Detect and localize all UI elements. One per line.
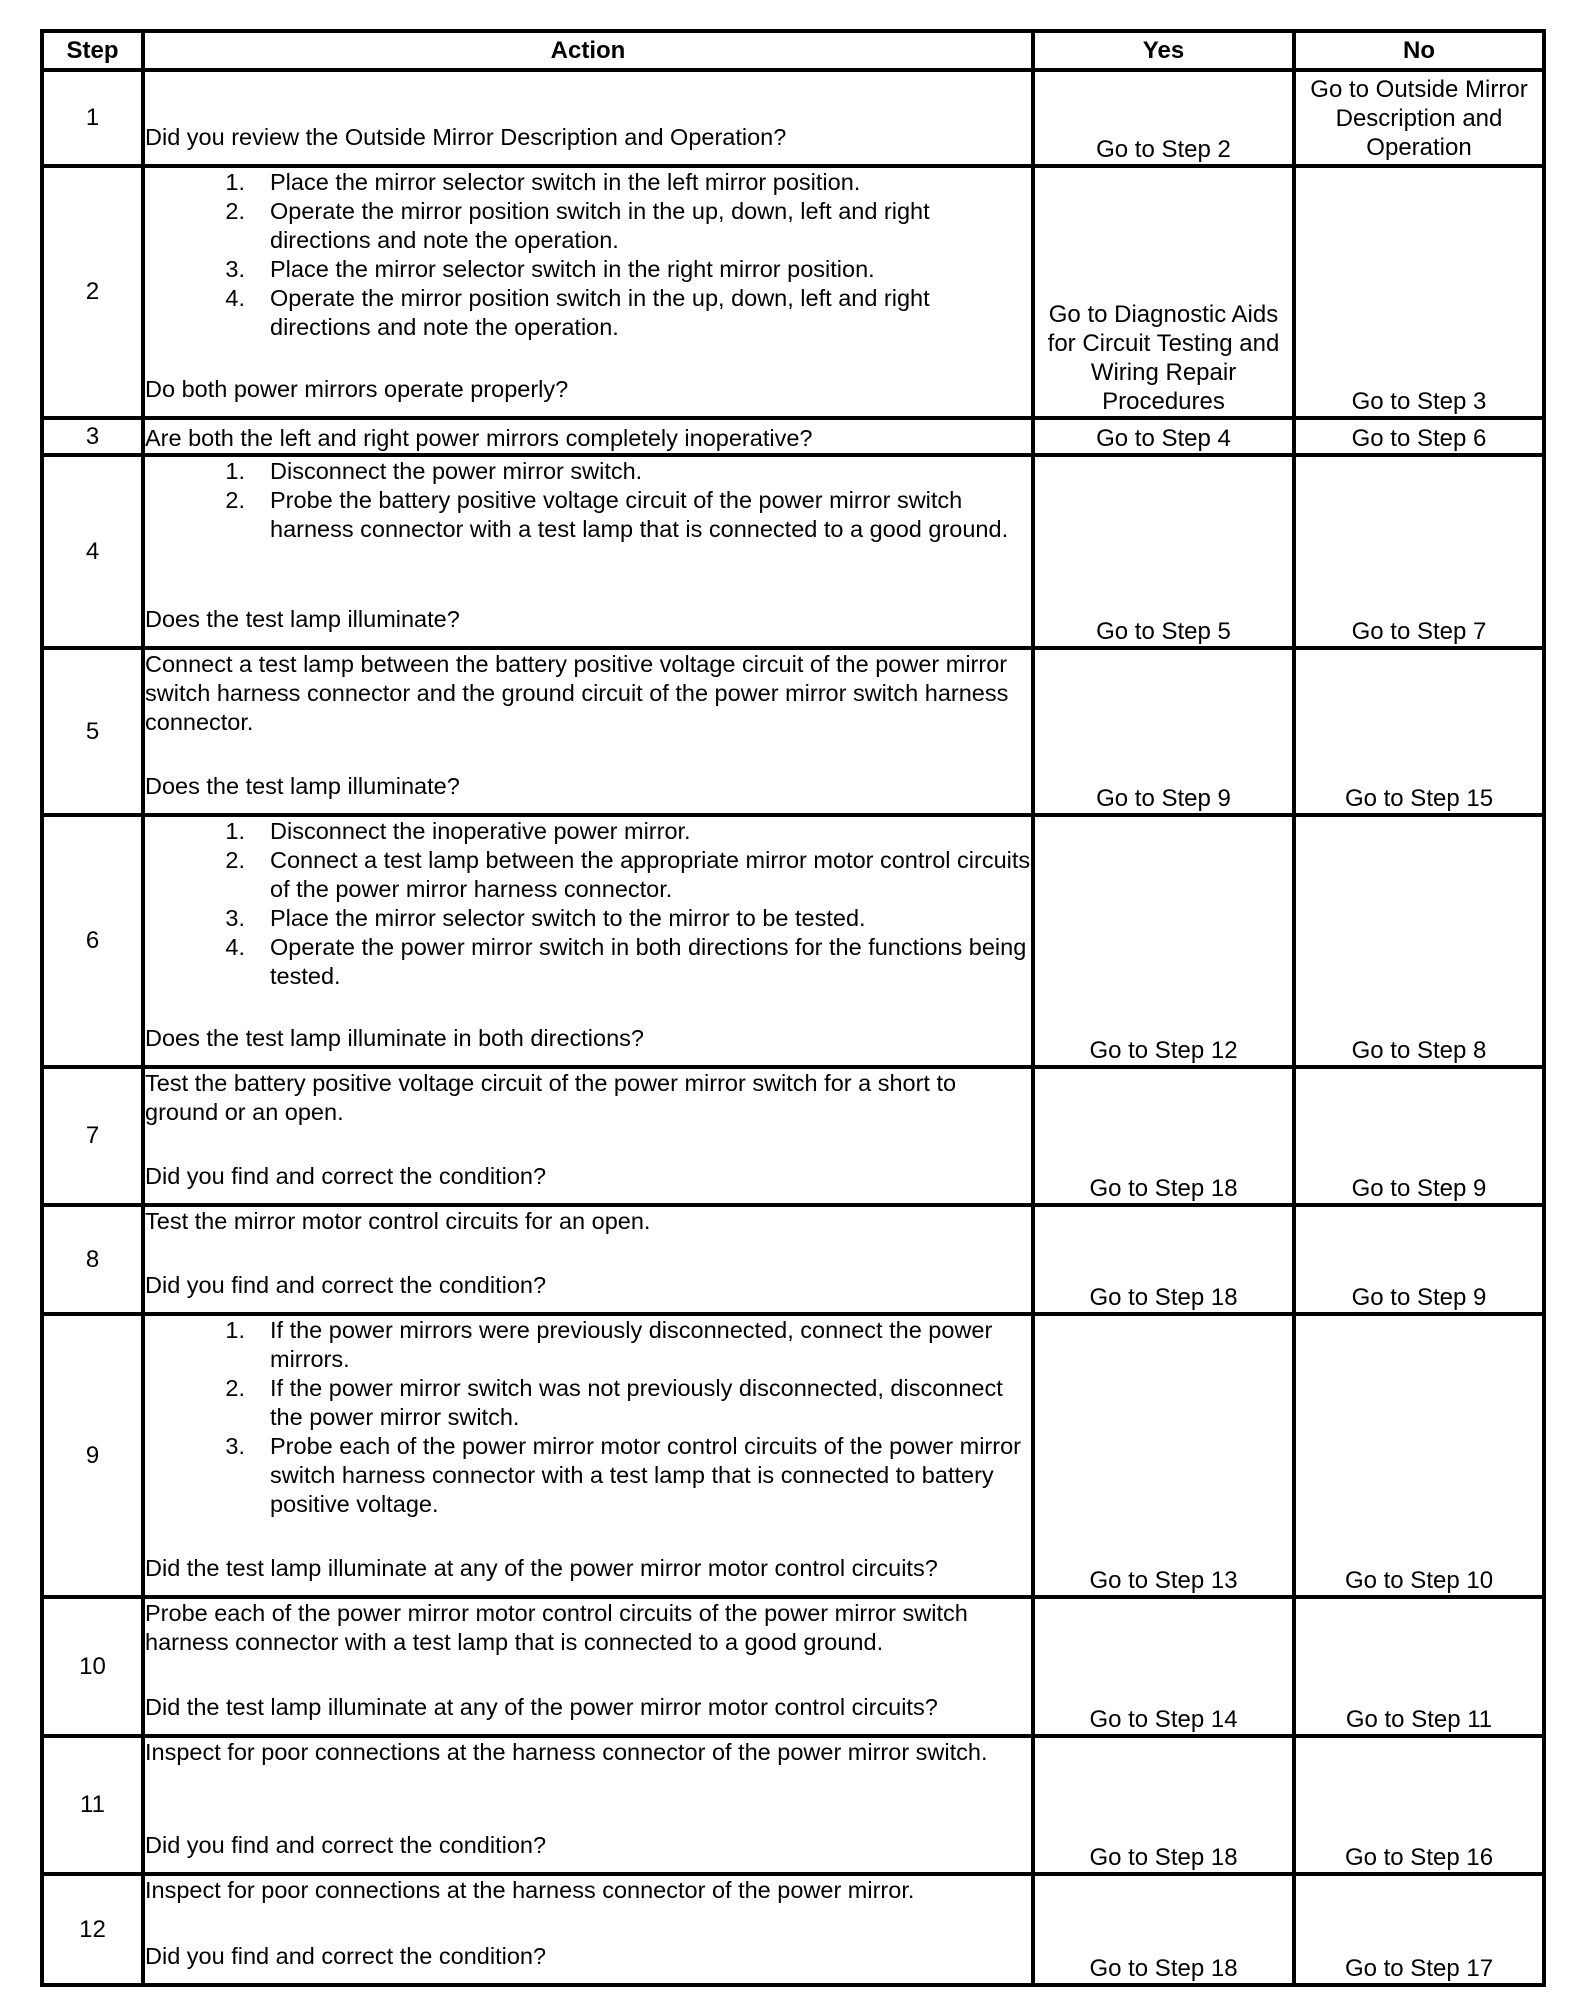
action-cell bbox=[143, 70, 1033, 166]
table-row bbox=[42, 815, 1544, 1067]
step-number: 9 bbox=[42, 1314, 143, 1597]
step-number: 11 bbox=[42, 1736, 143, 1874]
yes-result: Go to Step 18 bbox=[1033, 1874, 1294, 1985]
header-row bbox=[42, 31, 1544, 70]
action-step-text: If the power mirror switch was not previously disconnected, disconnect the power mirror switch. bbox=[270, 1375, 1003, 1430]
step-number: 3 bbox=[42, 418, 143, 455]
action-step-text: Disconnect the inoperative power mirror. bbox=[270, 818, 691, 844]
header-step: Step bbox=[42, 31, 143, 70]
no-result: Go to Step 16 bbox=[1294, 1736, 1544, 1874]
action-instruction: Inspect for poor connections at the harness connector of the power mirror. bbox=[145, 1877, 915, 1903]
table-row bbox=[42, 1597, 1544, 1736]
table-row bbox=[42, 418, 1544, 455]
table-row bbox=[42, 70, 1544, 166]
action-question: Are both the left and right power mirrors completely inoperative? bbox=[145, 425, 813, 451]
action-instruction: Test the battery positive voltage circuit of the power mirror switch for a short to ground or an open. bbox=[145, 1070, 957, 1125]
yes-result: Go to Step 2 bbox=[1033, 70, 1294, 166]
action-instruction: Probe each of the power mirror motor control circuits of the power mirror switch harness connector with a test lamp that is connected to a good ground. bbox=[145, 1600, 968, 1655]
action-step-number: 3 . bbox=[145, 255, 245, 284]
table-row bbox=[42, 455, 1544, 648]
action-cell bbox=[143, 418, 1033, 455]
table-row bbox=[42, 1736, 1544, 1874]
action-question: Did you review the Outside Mirror Description and Operation? bbox=[145, 124, 787, 150]
action-step-item bbox=[145, 1432, 1031, 1519]
action-instruction: Inspect for poor connections at the harness connector of the power mirror switch. bbox=[145, 1739, 988, 1765]
action-step-item bbox=[145, 486, 1031, 544]
action-step-text: Connect a test lamp between the appropriate mirror motor control circuits of the power mirror harness connector. bbox=[270, 847, 1031, 902]
action-step-item bbox=[145, 284, 1031, 342]
action-question: Does the test lamp illuminate? bbox=[145, 606, 460, 632]
action-step-item bbox=[145, 197, 1031, 255]
step-number: 5 bbox=[42, 648, 143, 815]
action-cell bbox=[143, 455, 1033, 648]
no-result: Go to Step 8 bbox=[1294, 815, 1544, 1067]
action-question: Does the test lamp illuminate? bbox=[145, 773, 460, 799]
table-row bbox=[42, 1205, 1544, 1314]
action-step-number: 1 . bbox=[145, 457, 245, 486]
yes-result: Go to Step 12 bbox=[1033, 815, 1294, 1067]
step-number: 12 bbox=[42, 1874, 143, 1985]
action-step-item bbox=[145, 457, 1031, 486]
action-step-text: Place the mirror selector switch in the right mirror position. bbox=[270, 256, 875, 282]
action-cell bbox=[143, 815, 1033, 1067]
action-step-number: 2 . bbox=[145, 846, 245, 904]
no-result: Go to Step 15 bbox=[1294, 648, 1544, 815]
no-result: Go to Outside Mirror Description and Operation bbox=[1294, 70, 1544, 166]
yes-result: Go to Step 14 bbox=[1033, 1597, 1294, 1736]
action-step-number: 3 . bbox=[145, 1432, 245, 1519]
action-question: Does the test lamp illuminate in both directions? bbox=[145, 1025, 644, 1051]
action-cell bbox=[143, 1314, 1033, 1597]
action-cell bbox=[143, 1067, 1033, 1205]
action-step-item bbox=[145, 904, 1031, 933]
action-steps-list bbox=[145, 817, 1031, 991]
action-instruction: Connect a test lamp between the battery positive voltage circuit of the power mirror switch harness connector and the ground circuit of the power mirror switch harness connector. bbox=[145, 651, 1009, 735]
table-row bbox=[42, 1874, 1544, 1985]
action-step-number: 2 . bbox=[145, 1374, 245, 1432]
step-number: 4 bbox=[42, 455, 143, 648]
table-row bbox=[42, 1067, 1544, 1205]
no-result: Go to Step 3 bbox=[1294, 166, 1544, 418]
action-step-text: Probe each of the power mirror motor control circuits of the power mirror switch harness connector with a test lamp that is connected to battery positive voltage. bbox=[270, 1433, 1021, 1517]
action-step-item bbox=[145, 255, 1031, 284]
action-steps-list bbox=[145, 1316, 1031, 1519]
diagnostic-table bbox=[40, 29, 1546, 1987]
action-step-item bbox=[145, 1316, 1031, 1374]
no-result: Go to Step 7 bbox=[1294, 455, 1544, 648]
action-step-text: Operate the power mirror switch in both directions for the functions being tested. bbox=[270, 934, 1027, 989]
action-step-item bbox=[145, 1374, 1031, 1432]
action-question: Did the test lamp illuminate at any of the power mirror motor control circuits? bbox=[145, 1694, 938, 1720]
action-question: Do both power mirrors operate properly? bbox=[145, 376, 569, 402]
step-number: 2 bbox=[42, 166, 143, 418]
action-question: Did you find and correct the condition? bbox=[145, 1272, 547, 1298]
action-step-number: 1 . bbox=[145, 817, 245, 846]
yes-result: Go to Step 13 bbox=[1033, 1314, 1294, 1597]
action-step-number: 1 . bbox=[145, 168, 245, 197]
action-instruction: Test the mirror motor control circuits for an open. bbox=[145, 1208, 651, 1234]
action-step-number: 2 . bbox=[145, 197, 245, 255]
action-step-text: Probe the battery positive voltage circuit of the power mirror switch harness connector with a test lamp that is connected to a good ground. bbox=[270, 487, 1009, 542]
action-step-number: 4 . bbox=[145, 933, 245, 991]
yes-result: Go to Step 18 bbox=[1033, 1067, 1294, 1205]
no-result: Go to Step 11 bbox=[1294, 1597, 1544, 1736]
action-cell bbox=[143, 1205, 1033, 1314]
action-steps-list bbox=[145, 168, 1031, 342]
header-action: Action bbox=[143, 31, 1033, 70]
action-step-number: 1 . bbox=[145, 1316, 245, 1374]
action-cell bbox=[143, 166, 1033, 418]
no-result: Go to Step 17 bbox=[1294, 1874, 1544, 1985]
table-row bbox=[42, 648, 1544, 815]
action-step-text: Operate the mirror position switch in the up, down, left and right directions and note the operation. bbox=[270, 198, 930, 253]
header-no: No bbox=[1294, 31, 1544, 70]
action-step-text: If the power mirrors were previously disconnected, connect the power mirrors. bbox=[270, 1317, 993, 1372]
action-step-item bbox=[145, 168, 1031, 197]
action-step-number: 2 . bbox=[145, 486, 245, 544]
action-step-item bbox=[145, 846, 1031, 904]
action-question: Did you find and correct the condition? bbox=[145, 1163, 547, 1189]
action-step-text: Place the mirror selector switch to the mirror to be tested. bbox=[270, 905, 866, 931]
action-question: Did you find and correct the condition? bbox=[145, 1943, 547, 1969]
no-result: Go to Step 9 bbox=[1294, 1205, 1544, 1314]
no-result: Go to Step 10 bbox=[1294, 1314, 1544, 1597]
action-question: Did the test lamp illuminate at any of the power mirror motor control circuits? bbox=[145, 1555, 938, 1581]
action-step-text: Place the mirror selector switch in the left mirror position. bbox=[270, 169, 861, 195]
no-result: Go to Step 9 bbox=[1294, 1067, 1544, 1205]
action-question: Did you find and correct the condition? bbox=[145, 1832, 547, 1858]
yes-result: Go to Step 9 bbox=[1033, 648, 1294, 815]
yes-result: Go to Step 5 bbox=[1033, 455, 1294, 648]
step-number: 6 bbox=[42, 815, 143, 1067]
yes-result: Go to Step 4 bbox=[1033, 418, 1294, 455]
action-cell bbox=[143, 648, 1033, 815]
action-step-item bbox=[145, 817, 1031, 846]
action-step-number: 4 . bbox=[145, 284, 245, 342]
table-row bbox=[42, 166, 1544, 418]
action-steps-list bbox=[145, 457, 1031, 544]
action-step-number: 3 . bbox=[145, 904, 245, 933]
action-step-text: Operate the mirror position switch in the up, down, left and right directions and note the operation. bbox=[270, 285, 930, 340]
action-cell bbox=[143, 1874, 1033, 1985]
step-number: 1 bbox=[42, 70, 143, 166]
no-result: Go to Step 6 bbox=[1294, 418, 1544, 455]
yes-result: Go to Diagnostic Aids for Circuit Testing and Wiring Repair Procedures bbox=[1033, 166, 1294, 418]
header-yes: Yes bbox=[1033, 31, 1294, 70]
action-cell bbox=[143, 1736, 1033, 1874]
yes-result: Go to Step 18 bbox=[1033, 1205, 1294, 1314]
yes-result: Go to Step 18 bbox=[1033, 1736, 1294, 1874]
step-number: 8 bbox=[42, 1205, 143, 1314]
table-row bbox=[42, 1314, 1544, 1597]
step-number: 10 bbox=[42, 1597, 143, 1736]
action-cell bbox=[143, 1597, 1033, 1736]
action-step-text: Disconnect the power mirror switch. bbox=[270, 458, 643, 484]
action-step-item bbox=[145, 933, 1031, 991]
step-number: 7 bbox=[42, 1067, 143, 1205]
